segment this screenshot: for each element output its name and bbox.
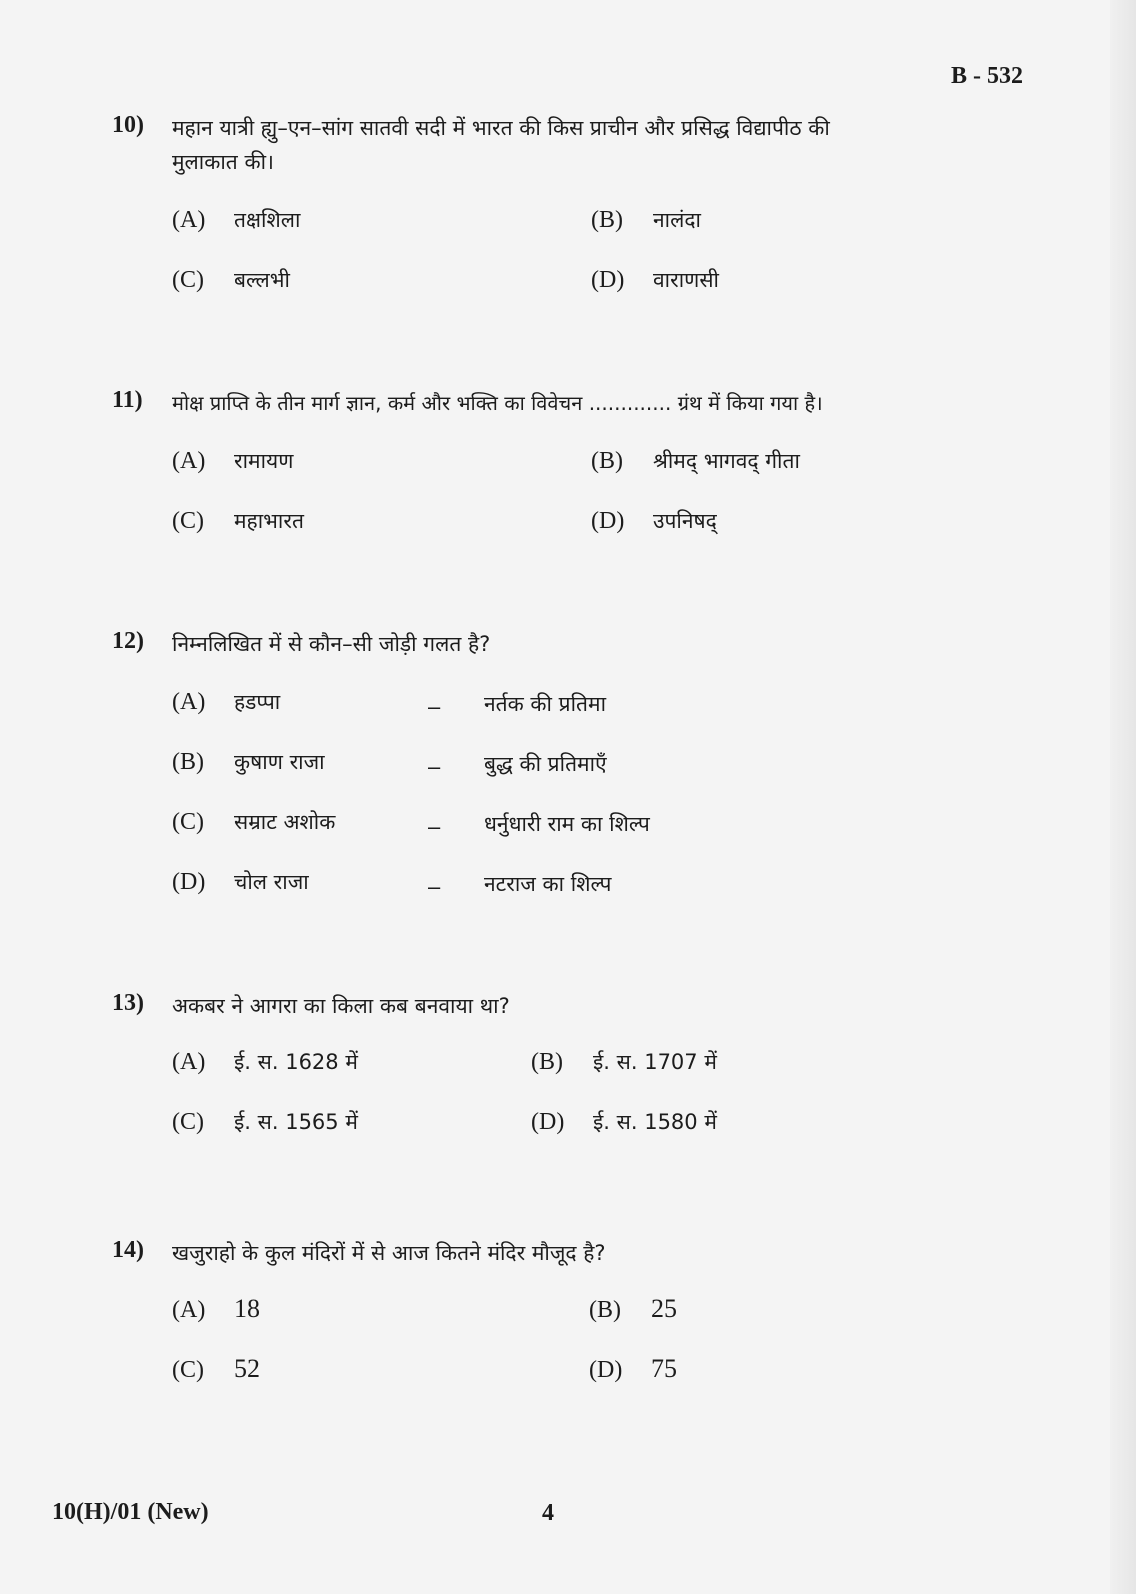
option-text: नालंदा [653, 208, 701, 232]
course-code: 10(H)/01 (New) [52, 1499, 209, 1525]
option-label: (B) [172, 749, 204, 775]
question-text-continued: मुलाकात की। [172, 150, 274, 174]
option-text: महाभारत [234, 509, 304, 533]
pair-right: नटराज का शिल्प [484, 872, 612, 896]
option-label: (D) [591, 267, 625, 293]
option-text: ई. स. 1565 में [234, 1110, 358, 1134]
question-number: 10) [112, 112, 144, 138]
option-label: (A) [172, 207, 206, 233]
question-text: अकबर ने आगरा का किला कब बनवाया था? [172, 994, 510, 1018]
option-text: ई. स. 1707 में [593, 1050, 717, 1074]
option-d [589, 1354, 677, 1384]
option-c [172, 1354, 260, 1384]
option-label: (C) [172, 1109, 204, 1135]
pair-a [172, 688, 280, 716]
option-d [591, 266, 719, 294]
pair-dash: – [428, 874, 441, 899]
option-d [531, 1108, 717, 1136]
option-label: (C) [172, 809, 204, 835]
question-text: महान यात्री ह्यु–एन–सांग सातवी सदी में भारत की किस प्राचीन और प्रसिद्ध विद्यापीठ की [172, 116, 830, 140]
question-text: निम्नलिखित में से कौन–सी जोड़ी गलत है? [172, 632, 491, 656]
option-text: वाराणसी [653, 268, 719, 292]
option-c [172, 266, 290, 294]
option-label: (B) [591, 207, 623, 233]
option-label: (D) [172, 869, 206, 895]
option-text: 18 [234, 1294, 260, 1323]
option-c [172, 1108, 358, 1136]
pair-dash: – [428, 754, 441, 779]
option-label: (B) [531, 1049, 563, 1075]
option-b [589, 1294, 677, 1324]
pair-left: चोल राजा [234, 870, 309, 894]
option-a [172, 1294, 260, 1324]
option-b [531, 1048, 717, 1076]
option-text: ई. स. 1628 में [234, 1050, 358, 1074]
option-label: (D) [589, 1357, 623, 1383]
option-text: 75 [651, 1354, 677, 1383]
option-label: (A) [172, 1297, 206, 1323]
option-text: 25 [651, 1294, 677, 1323]
pair-left: हडप्पा [234, 690, 281, 714]
pair-d [172, 868, 309, 896]
option-label: (B) [591, 448, 623, 474]
option-c [172, 507, 304, 535]
option-a [172, 447, 293, 475]
question-text: मोक्ष प्राप्ति के तीन मार्ग ज्ञान, कर्म और भक्ति का विवेचन ............. ग्रंथ में किया गया है। [172, 391, 823, 415]
question-text: खजुराहो के कुल मंदिरों में से आज कितने मंदिर मौजूद है? [172, 1241, 606, 1265]
page-number: 4 [542, 1500, 554, 1526]
option-b [591, 447, 800, 475]
option-label: (D) [531, 1109, 565, 1135]
pair-dash: – [428, 694, 441, 719]
option-label: (C) [172, 1357, 204, 1383]
pair-left: सम्राट अशोक [234, 810, 336, 834]
pair-c [172, 808, 335, 836]
pair-right: नर्तक की प्रतिमा [484, 692, 607, 716]
pair-left: कुषाण राजा [234, 750, 325, 774]
option-text: ई. स. 1580 में [593, 1110, 717, 1134]
option-label: (C) [172, 508, 204, 534]
option-a [172, 206, 300, 234]
option-text: बल्लभी [234, 268, 290, 292]
option-text: 52 [234, 1354, 260, 1383]
pair-right: बुद्ध की प्रतिमाएँ [484, 752, 607, 776]
question-number: 14) [112, 1237, 144, 1263]
option-text: रामायण [234, 449, 294, 473]
option-label: (D) [591, 508, 625, 534]
option-text: तक्षशिला [234, 208, 301, 232]
question-number: 13) [112, 990, 144, 1016]
question-number: 12) [112, 628, 144, 654]
option-text: उपनिषद् [653, 509, 717, 533]
option-label: (C) [172, 267, 204, 293]
pair-b [172, 748, 325, 776]
option-d [591, 507, 717, 535]
question-number: 11) [112, 387, 143, 413]
option-label: (A) [172, 448, 206, 474]
option-text: श्रीमद् भागवद् गीता [653, 449, 800, 473]
option-label: (B) [589, 1297, 621, 1323]
page-edge-shadow [1110, 0, 1136, 1594]
paper-code: B - 532 [951, 63, 1023, 89]
pair-right: धर्नुधारी राम का शिल्प [484, 812, 650, 836]
option-a [172, 1048, 358, 1076]
option-label: (A) [172, 689, 206, 715]
option-label: (A) [172, 1049, 206, 1075]
option-b [591, 206, 701, 234]
pair-dash: – [428, 814, 441, 839]
